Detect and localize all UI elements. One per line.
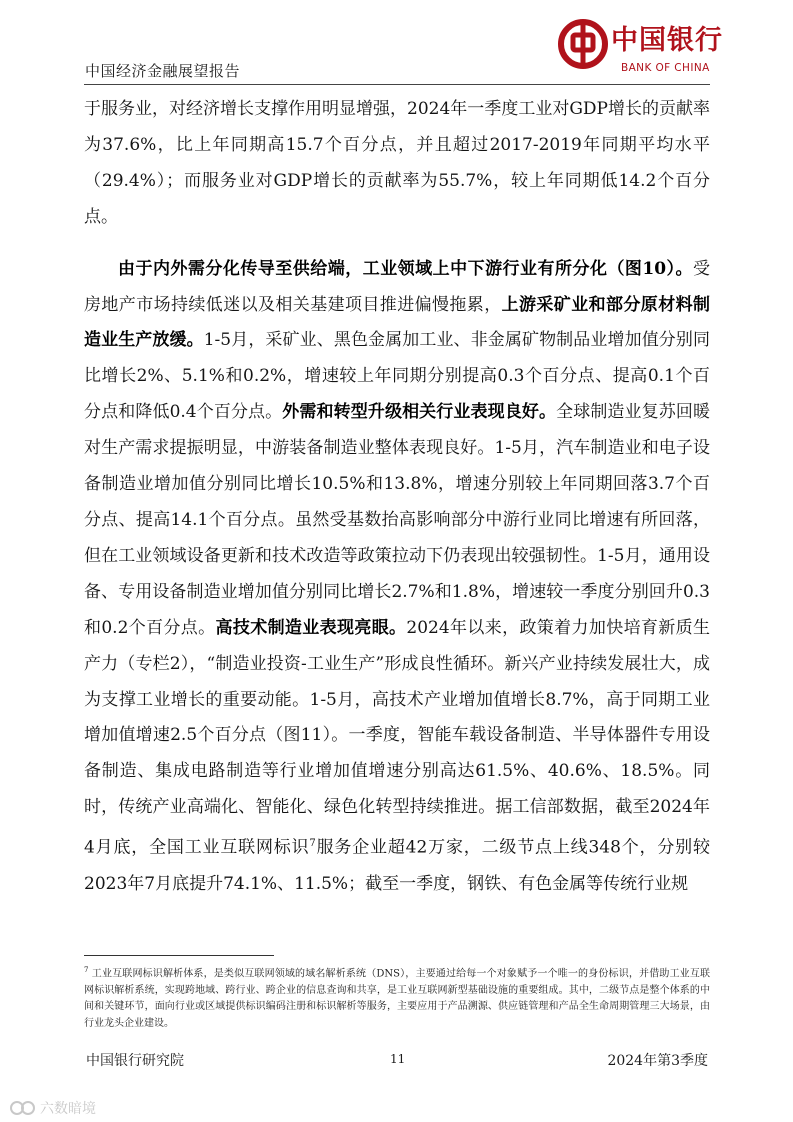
bold-high-tech-sentence: 高技术制造业表现亮眼。 — [215, 617, 407, 638]
footnote-text: 工业互联网标识解析体系，是类似互联网领域的域名解析系统（DNS），主要通过给每一个对象赋予一个唯一的身份标识，并借助工业互联网标识解析系统，实现跨地域、跨行业、跨企业的信息查询和共享，是工业互联网新型基础设施的重要组成。其中，二级节点是整个体系的中间和关键环节，面向行业或区域提供标识编码注册和标识解析等服务，主要应用于产品溯源、供应链管理和产品全生命周期管理三大场景，由行业龙头企业建设。 — [84, 968, 710, 1029]
bold-external-demand-sentence: 外需和转型升级相关行业表现良好。 — [282, 402, 557, 423]
body-text-span: 服务企业超42万家，二级节点上线348个，分别较2023年7月底提升74.1%、11.5%；截至一季度，钢铁、有色金属等传统行业规 — [84, 837, 710, 894]
paragraph-industry — [84, 252, 710, 903]
body-text-span: 2024年以来，政策着力加快培育新质生产力（专栏2），“制造业投资-工业生产”形成良性循环。新兴产业持续发展壮大，成为支撑工业增长的重要动能。1-5月，高技术产业增加值增长8.7%，高于同期工业增加值增速2.5个百分点（图11）。一季度，智能车载设备制造、半导体器件专用设备制造、集成电路制造等行业增加值增速分别高达61.5%、40.6%、18.5%。同时，传统产业高端化、智能化、绿色化转型持续推进。据工信部数据，截至2024年4月底，全国工业互联网标识 — [84, 617, 710, 858]
body-text-span: 受房地产市场持续低迷以及相关基建项目推进偏慢拖累， — [84, 258, 710, 315]
report-title: 中国经济金融展望报告 — [85, 62, 241, 80]
watermark-text: 六数暗境 — [40, 1101, 96, 1117]
bold-upstream-sentence: 上游采矿业和部分原材料制造业生产放缓。 — [84, 294, 711, 351]
page-number: 11 — [390, 1052, 406, 1066]
paragraph-spacer — [84, 236, 710, 252]
main-body — [84, 92, 710, 903]
bank-of-china-emblem-icon — [557, 18, 609, 70]
footnote-reference[interactable]: 7 — [309, 838, 316, 850]
footnote — [84, 962, 710, 1032]
body-text-span: 全球制造业复苏回暖对生产需求提振明显，中游装备制造业整体表现良好。1-5月，汽车制造业和电子设备制造业增加值分别同比增长10.5%和13.8%，增速分别较上年同期回落3.7个百分点、提高14.1个百分点。虽然受基数抬高影响部分中游行业同比增速有所回落，但在工业领域设备更新和技术改造等政策拉动下仍表现出较强韧性。1-5月，通用设备、专用设备制造业增加值分别同比增长2.7%和1.8%，增速较一季度分别回升0.3和0.2个百分点。 — [84, 402, 710, 638]
footer-institute: 中国银行研究院 — [86, 1053, 184, 1069]
footer-period: 2024年第3季度 — [607, 1053, 708, 1069]
bank-of-china-logo — [557, 18, 722, 80]
header-divider — [84, 84, 710, 85]
footnote-divider — [84, 955, 274, 956]
watermark-logo-icon — [10, 1100, 36, 1116]
watermark — [10, 1098, 96, 1118]
footnote-mark: 7 — [84, 966, 89, 974]
body-text-span: 1-5月，采矿业、黑色金属加工业、非金属矿物制品业增加值分别同比增长2%、5.1%和0.2%，增速较上年同期分别提高0.3个百分点、提高0.1个百分点和降低0.4个百分点。 — [84, 330, 711, 423]
bold-lead-sentence: 由于内外需分化传导至供给端，工业领域上中下游行业有所分化（图10）。 — [118, 258, 693, 279]
logo-chinese-name: 中国银行 — [611, 25, 723, 56]
paragraph-continuation: 于服务业，对经济增长支撑作用明显增强，2024年一季度工业对GDP增长的贡献率为37.6%，比上年同期高15.7个百分点，并且超过2017-2019年同期平均水平（29.4%）；而服务业对GDP增长的贡献率为55.7%，较上年同期低14.2个百分点。 — [84, 99, 710, 227]
logo-english-name: BANK OF CHINA — [621, 62, 710, 74]
